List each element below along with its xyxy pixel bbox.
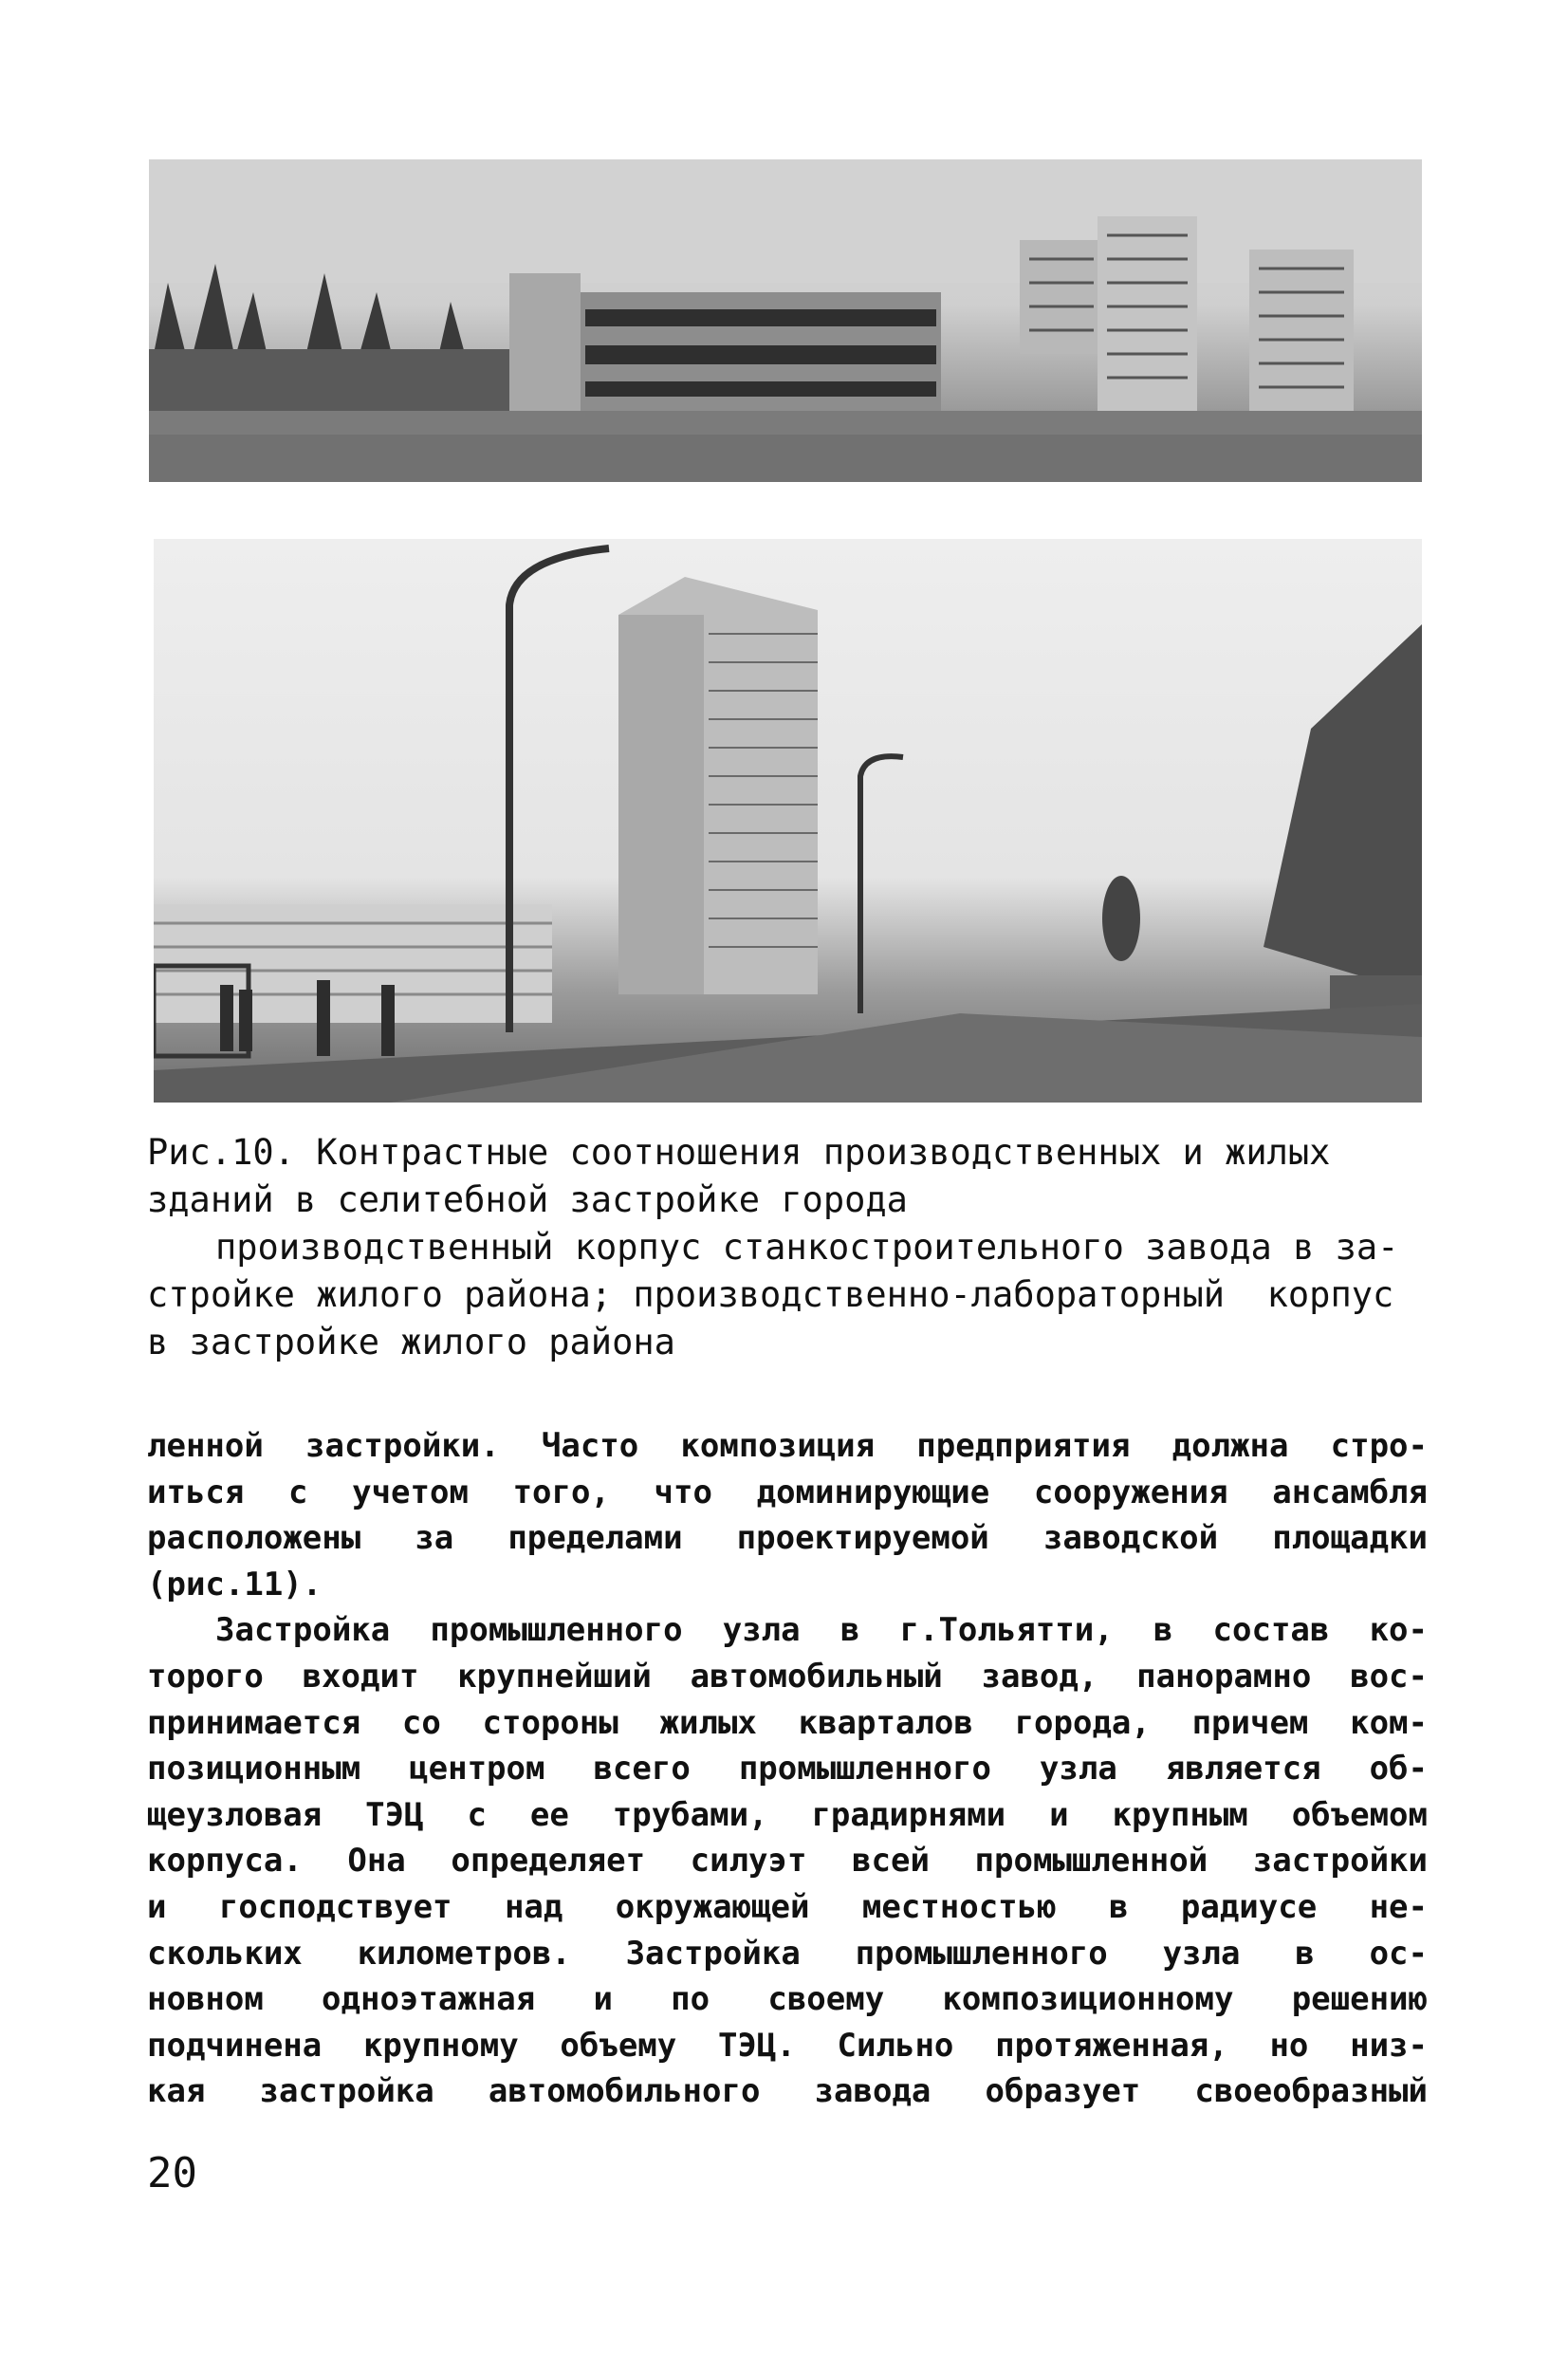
caption-sub-line: в застройке жилого района [147,1322,675,1362]
figure-caption-title [147,1129,1423,1224]
body-line: кая застройка автомобильного завода образует своеобразный [147,2072,1428,2111]
factory-scene-icon [149,159,1422,482]
body-line: (рис.11). [147,1565,323,1603]
caption-sub-line: стройке жилого района; производственно-лабораторный корпус [147,1274,1394,1315]
caption-title-line: Рис.10. Контрастные соотношения производственных и жилых [147,1132,1331,1173]
body-line: новном одноэтажная и по своему композиционному решению [147,1980,1428,2019]
page-number: 20 [147,2149,197,2197]
body-line: корпуса. Она определяет силуэт всей промышленной застройки [147,1842,1428,1881]
body-line: и господствует над окружающей местностью в радиусе не- [147,1887,1428,1926]
body-line: скольких километров. Застройка промышленного узла в ос- [147,1934,1428,1973]
body-line: щеузловая ТЭЦ с ее трубами, градирнями и крупным объемом [147,1795,1428,1834]
photo-lab-tower-street [154,539,1422,1103]
body-line: подчинена крупному объему ТЭЦ. Сильно протяженная, но низ- [147,2026,1428,2065]
body-line: иться с учетом того, что доминирующие сооружения ансамбля [147,1473,1428,1511]
street-scene-icon [154,539,1422,1103]
body-line: торого входит крупнейший автомобильный завод, панорамно вос- [147,1657,1428,1696]
caption-sub-line: производственный корпус станкостроительного завода в за- [215,1227,1399,1268]
body-line: расположены за пределами проектируемой заводской площадки [147,1519,1428,1558]
caption-title-line: зданий в селитебной застройке города [147,1179,908,1220]
photo-factory-and-towers [149,159,1422,482]
body-line: позиционным центром всего промышленного узла является об- [147,1750,1428,1789]
body-line: Застройка промышленного узла в г.Тольятти, в состав ко- [215,1611,1428,1650]
body-line: принимается со стороны жилых кварталов города, причем ком- [147,1703,1428,1742]
body-text [147,1423,1428,2115]
body-line: ленной застройки. Часто композиция предприятия должна стро- [147,1427,1428,1465]
figure-caption-subtitle [147,1224,1423,1366]
